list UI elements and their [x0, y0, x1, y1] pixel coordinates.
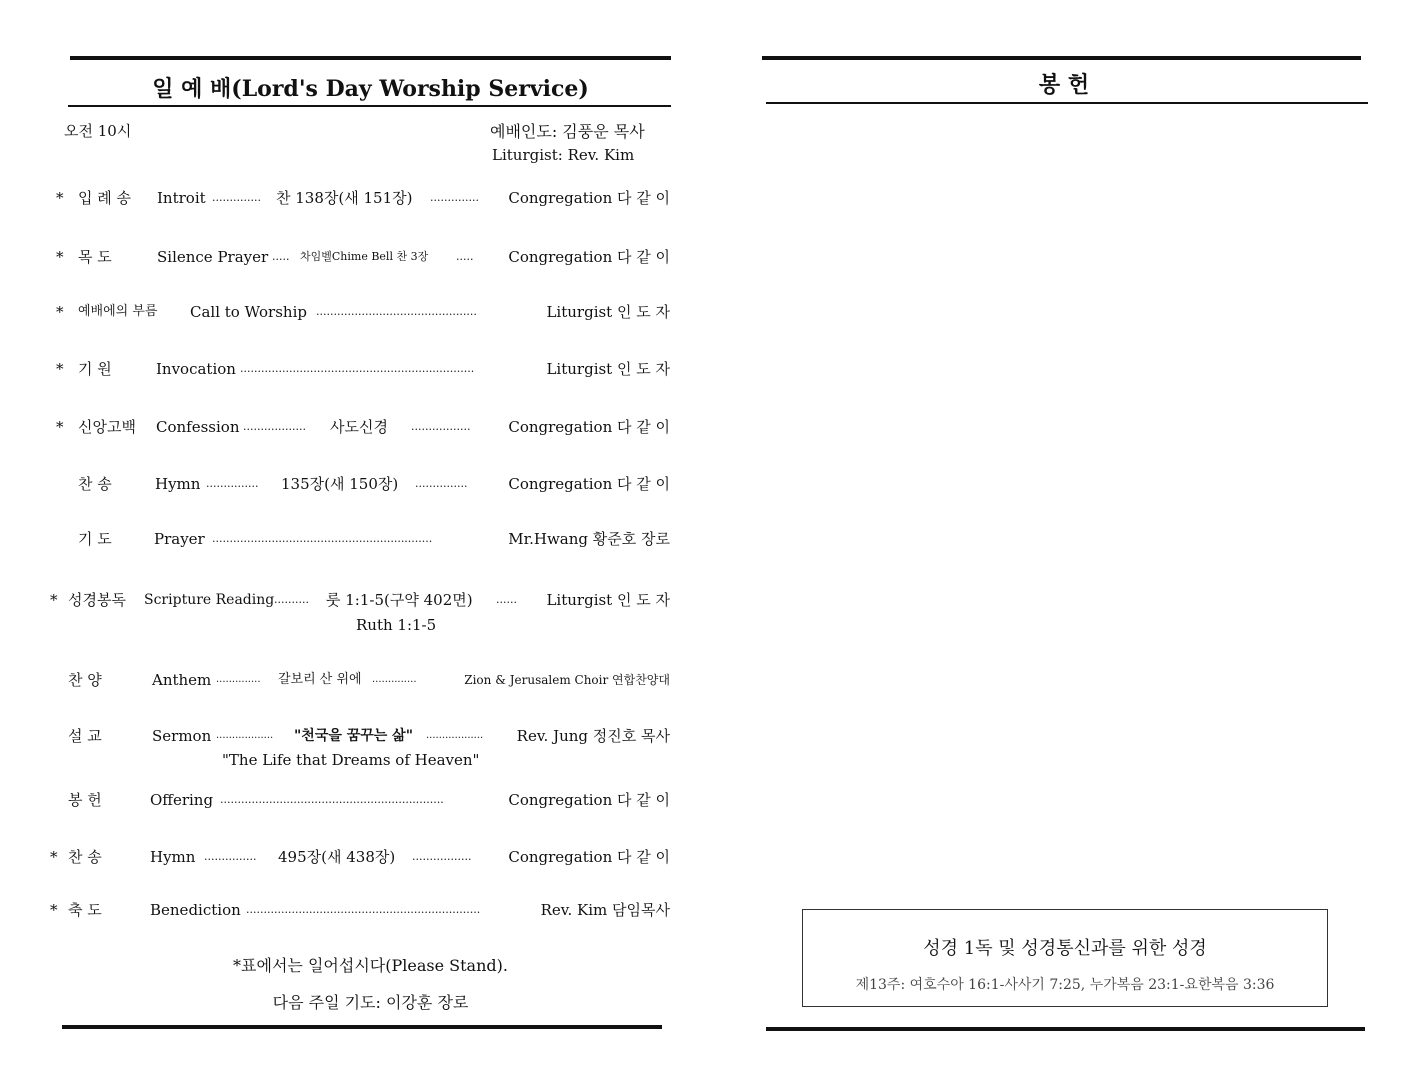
order-item-silence-prayer — [50, 245, 670, 269]
item-role: Congregation 다 같 이 — [508, 418, 670, 436]
item-role: Congregation 다 같 이 — [508, 248, 670, 266]
leader-dots: .............. — [372, 674, 417, 685]
item-english: Sermon — [152, 727, 212, 745]
service-title: 일 예 배(Lord's Day Worship Service) — [152, 76, 589, 102]
bible-reading-box — [802, 909, 1328, 1007]
item-detail: 차임벨Chime Bell 찬 3장 — [300, 250, 429, 263]
item-role: Zion & Jerusalem Choir 연합찬양대 — [464, 673, 670, 687]
leader-dots: .......... — [274, 593, 309, 606]
order-item-offering — [50, 788, 670, 812]
stand-mark: * — [56, 303, 64, 321]
item-name: 기 도 — [78, 530, 112, 548]
item-role: Rev. Jung 정진호 목사 — [516, 727, 670, 745]
order-item-anthem — [50, 668, 670, 692]
item-name: 입 례 송 — [78, 189, 132, 207]
stand-mark: * — [56, 418, 64, 436]
item-detail: 사도신경 — [330, 418, 388, 436]
top-rule-right — [762, 56, 1361, 60]
top-rule-left — [70, 56, 671, 60]
order-item-prayer — [50, 527, 670, 551]
item-name: 찬 송 — [78, 475, 112, 493]
stand-mark: * — [50, 848, 58, 866]
item-english: Benediction — [150, 901, 241, 919]
leader-dots: ................................................................ — [220, 793, 444, 806]
item-name: 기 원 — [78, 360, 112, 378]
item-english: Silence Prayer — [157, 248, 269, 266]
item-english: Hymn — [155, 475, 201, 493]
leader-dots: .............. — [212, 191, 261, 204]
item-detail: 135장(새 150장) — [281, 475, 399, 493]
leader-dots: ............... — [415, 477, 468, 490]
sermon-title-english: "The Life that Dreams of Heaven" — [222, 751, 480, 769]
item-detail: 룻 1:1-5(구약 402면) — [326, 591, 473, 609]
bible-reading-title: 성경 1독 및 성경통신과를 위한 성경 — [923, 938, 1207, 959]
leader-dots: ...... — [496, 593, 517, 606]
worship-leader: 예배인도: 김풍운 목사 — [490, 122, 645, 141]
leader-dots: ..... — [272, 250, 290, 263]
order-item-benediction — [50, 898, 670, 922]
item-name: 예배에의 부름 — [78, 304, 158, 319]
stand-mark: * — [56, 360, 64, 378]
leader-dots: ................. — [412, 850, 472, 863]
item-role: Liturgist 인 도 자 — [546, 591, 670, 609]
leader-dots: .............. — [430, 191, 479, 204]
bottom-rule-left — [62, 1025, 662, 1029]
item-role: Liturgist 인 도 자 — [546, 303, 670, 321]
order-item-sermon — [50, 724, 670, 748]
item-english: Offering — [150, 791, 214, 809]
item-detail: 찬 138장(새 151장) — [276, 189, 413, 207]
stand-mark: * — [50, 591, 58, 609]
order-item-scripture-reading — [50, 588, 670, 612]
item-english: Hymn — [150, 848, 196, 866]
next-week-prayer: 다음 주일 기도: 이강훈 장로 — [272, 993, 469, 1012]
scripture-reference-english: Ruth 1:1-5 — [356, 616, 437, 634]
item-role: Congregation 다 같 이 — [508, 848, 670, 866]
offering-title: 봉 헌 — [1038, 72, 1090, 98]
order-item-confession — [50, 415, 670, 439]
stand-note: *표에서는 일어섭시다(Please Stand). — [233, 956, 508, 975]
leader-dots: ................. — [411, 420, 471, 433]
leader-dots: .................. — [426, 730, 484, 741]
stand-mark: * — [50, 901, 58, 919]
bottom-rule-right — [766, 1027, 1365, 1031]
item-name: 설 교 — [68, 727, 102, 745]
order-item-hymn-2 — [50, 845, 670, 869]
leader-dots: ............... — [206, 477, 259, 490]
item-english: Call to Worship — [190, 303, 307, 321]
stand-mark: * — [56, 189, 64, 207]
item-name: 목 도 — [78, 248, 112, 266]
leader-dots: .............. — [216, 674, 261, 685]
leader-dots: .................. — [243, 420, 306, 433]
bible-reading-schedule: 제13주: 여호수아 16:1-사사기 7:25, 누가복음 23:1-요한복음 3:36 — [855, 977, 1275, 993]
title-underline-left — [68, 105, 671, 107]
item-role: Congregation 다 같 이 — [508, 791, 670, 809]
leader-dots: ............... — [204, 850, 257, 863]
item-name: 찬 양 — [68, 671, 102, 689]
item-role: Mr.Hwang 황준호 장로 — [508, 530, 670, 548]
leader-dots: .................. — [216, 730, 274, 741]
item-detail: 495장(새 438장) — [278, 848, 396, 866]
order-item-call-to-worship — [50, 300, 670, 324]
item-role: Congregation 다 같 이 — [508, 189, 670, 207]
item-name: 찬 송 — [68, 848, 102, 866]
leader-dots: ................................................................... — [246, 903, 481, 916]
item-name: 봉 헌 — [68, 791, 102, 809]
stand-mark: * — [56, 248, 64, 266]
leader-dots: ..... — [456, 250, 474, 263]
leader-dots: ............................................................... — [212, 532, 433, 545]
item-english: Invocation — [156, 360, 236, 378]
item-english: Prayer — [154, 530, 205, 548]
leader-dots: .............................................. — [316, 305, 477, 318]
item-english: Confession — [156, 418, 240, 436]
item-english: Scripture Reading — [144, 592, 275, 608]
item-english: Anthem — [152, 671, 212, 689]
item-name: 신앙고백 — [78, 418, 136, 436]
item-role: Liturgist 인 도 자 — [546, 360, 670, 378]
item-role: Congregation 다 같 이 — [508, 475, 670, 493]
order-item-invocation — [50, 357, 670, 381]
item-english: Introit — [157, 189, 206, 207]
item-name: 축 도 — [68, 901, 102, 919]
order-item-introit — [50, 186, 670, 210]
item-detail: 갈보리 산 위에 — [278, 672, 362, 687]
order-item-hymn-1 — [50, 472, 670, 496]
liturgist-name: Liturgist: Rev. Kim — [492, 146, 635, 164]
sermon-title: "천국을 꿈꾸는 삶" — [294, 728, 414, 744]
leader-dots: ................................................................... — [240, 362, 475, 375]
title-underline-right — [766, 102, 1368, 104]
service-time: 오전 10시 — [64, 122, 132, 140]
item-role: Rev. Kim 담임목사 — [540, 901, 670, 919]
item-name: 성경봉독 — [68, 591, 126, 609]
